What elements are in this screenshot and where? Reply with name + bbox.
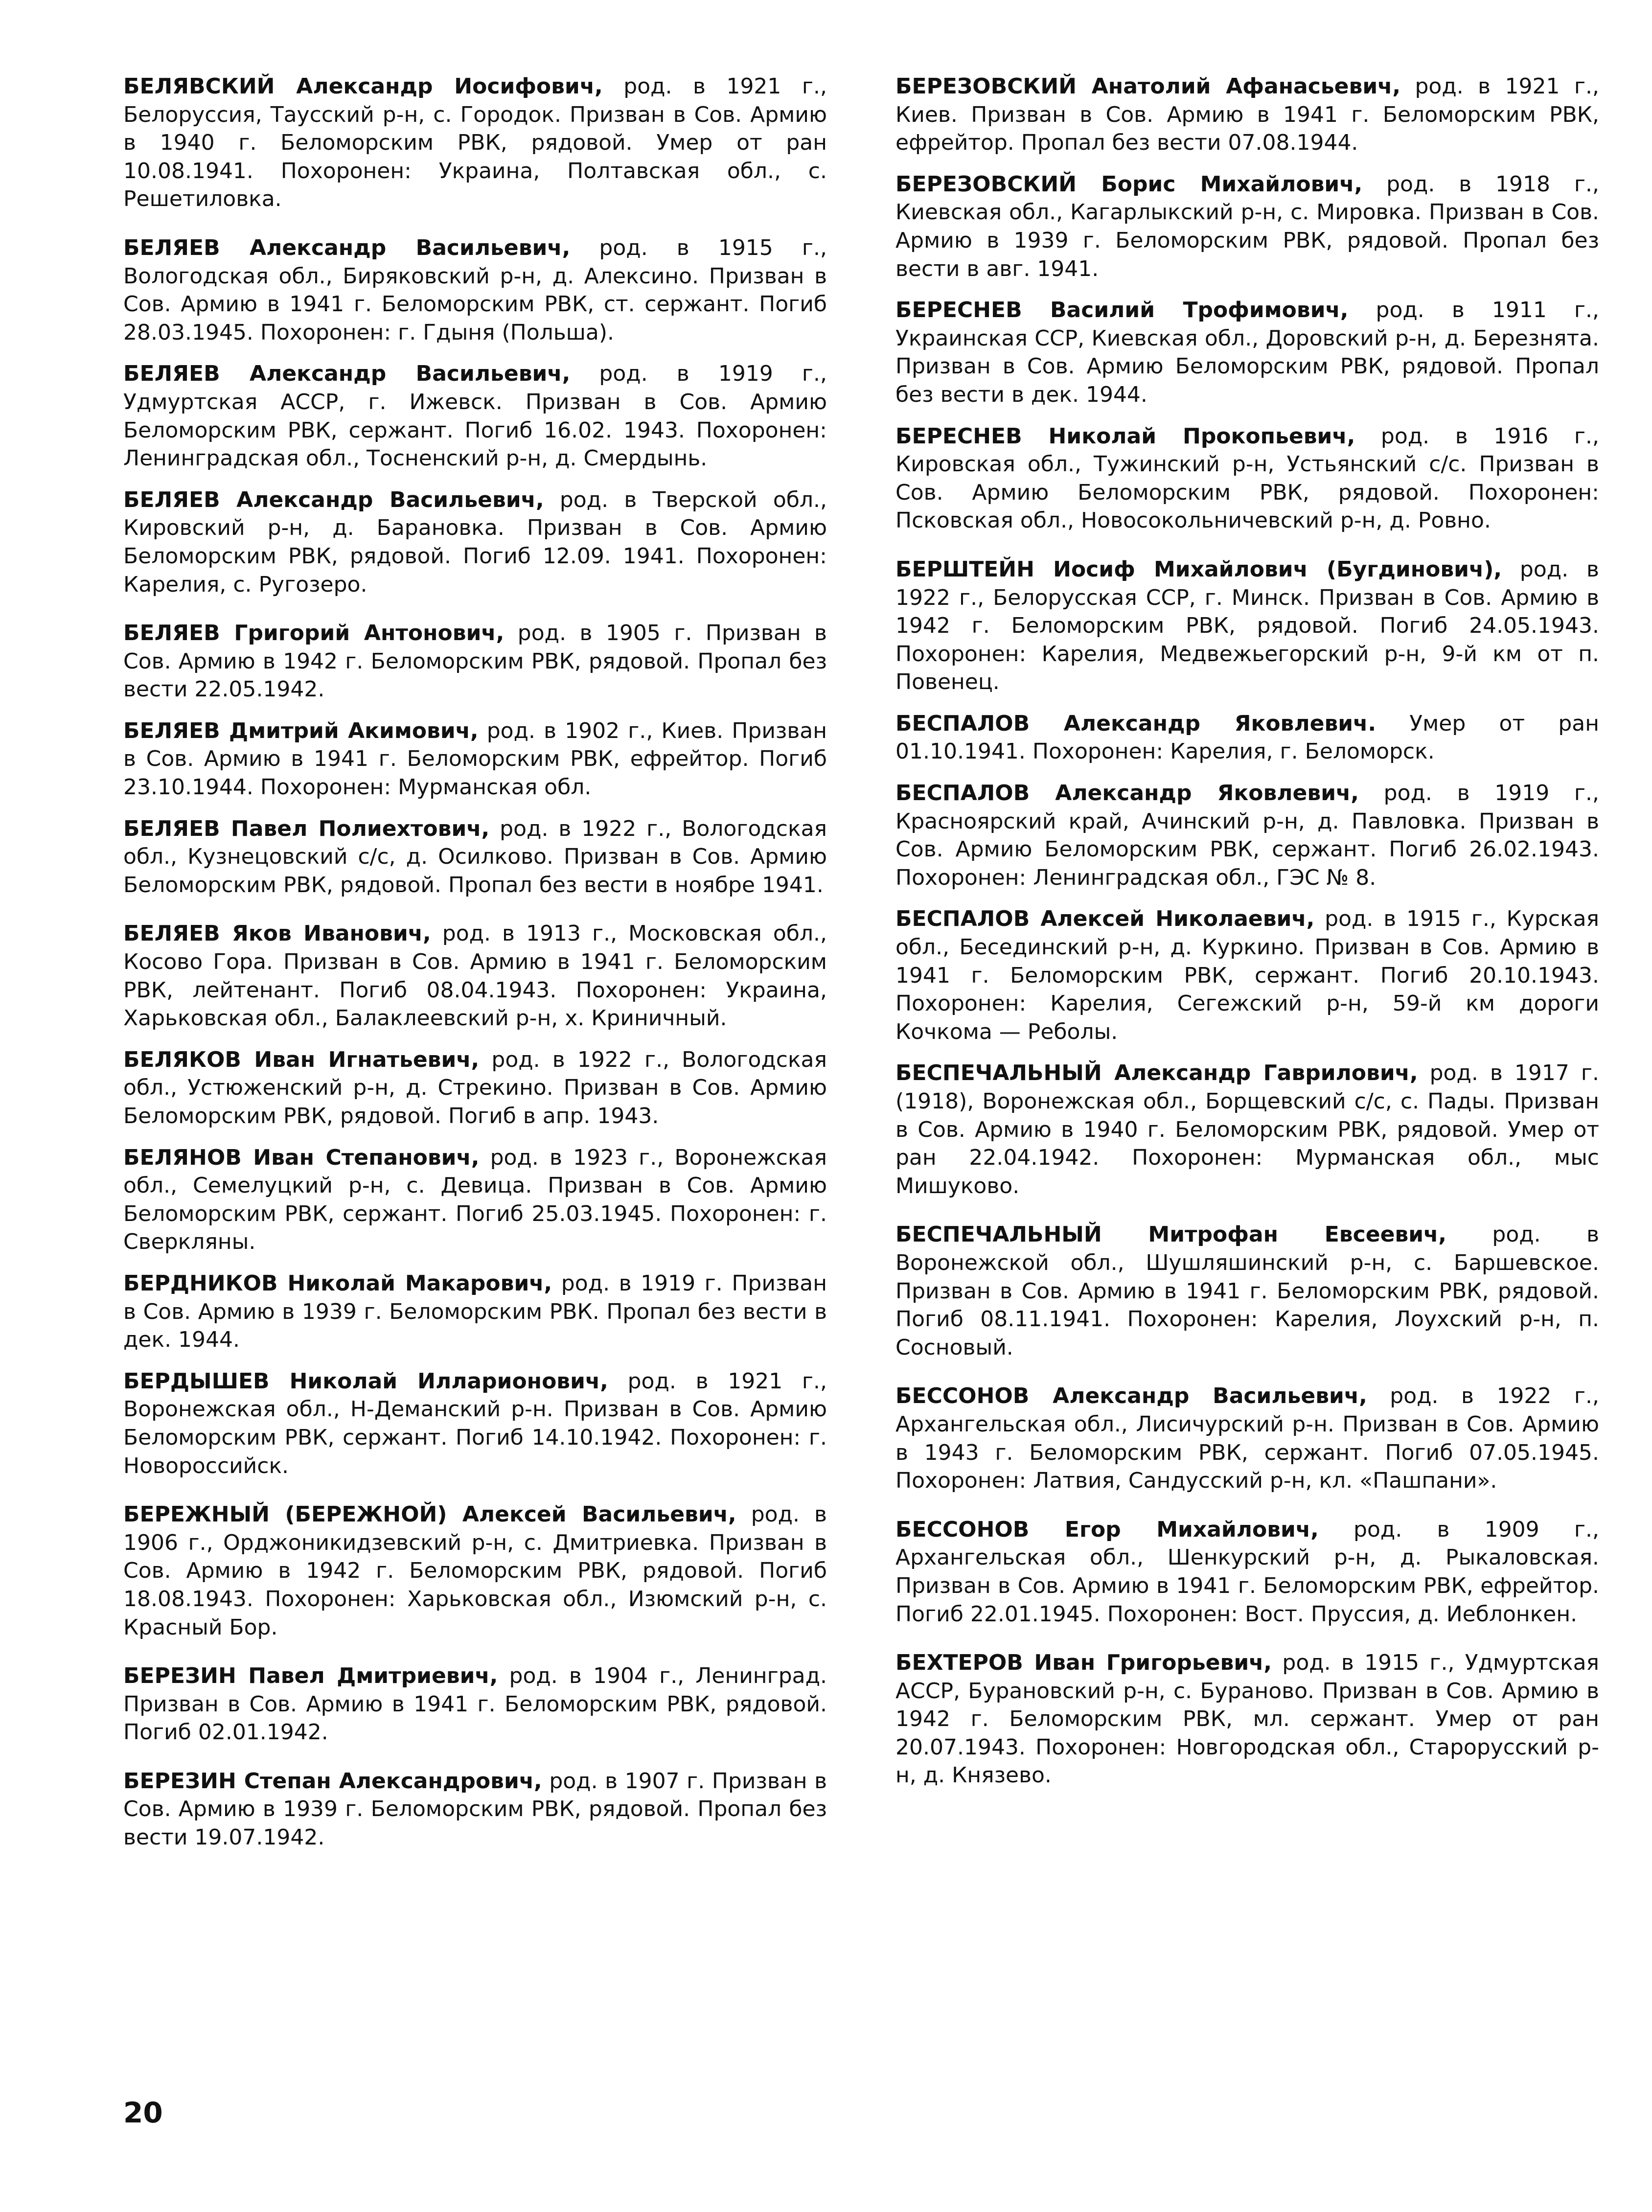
entry-text: род. в 1906 г., Орджоникидзевский р-н, с. Дмитриевка. Призван в Сов. Армию в 1942 г. Беломорским РВК, рядовой. Погиб 18.08.1943. Похоронен: Харьковская обл., Изюмский р-н, с. Красный Бор. [123,1502,827,1640]
entry-text: род. в 1915 г., Курская обл., Бесединский р-н, д. Куркино. Призван в Сов. Армию в 1941 г. Беломорским РВК, сержант. Погиб 20.10.1943. Похоронен: Карелия, Сегежский р-н, 59-й км дороги Кочкома — Реболы. [895,906,1600,1044]
left-column [123,72,827,1865]
entry-name: БЕССОНОВ Александр Васильевич, [895,1383,1367,1409]
entry [123,1144,827,1256]
entry-name: БЕРЕСНЕВ Николай Прокопьевич, [895,423,1355,449]
entry-name: БЕЛЯНОВ Иван Степанович, [123,1145,480,1170]
entry [895,779,1599,892]
entry-text: род. в 1905 г. Призван в Сов. Армию в 1942 г. Беломорским РВК, рядовой. Пропал без вести 22.05.1942. [123,621,827,702]
entry-name: БЕЛЯЕВ Александр Васильевич, [123,487,544,512]
entry [895,1059,1599,1200]
entry-name: БЕЛЯВСКИЙ Александр Иосифович, [123,74,603,99]
entry-text: род. в 1922 г., Белорусская ССР, г. Минск. Призван в Сов. Армию в 1942 г. Беломорским РВК, рядовой. Погиб 24.05.1943. Похоронен: Карелия, Медвежьегорский р-н, 9-й км от п. Повенец. [895,556,1599,695]
entry-name: БЕРЕЗИН Павел Дмитриевич, [123,1663,498,1689]
entry [123,72,827,213]
entry-text: род. в 1919 г., Красноярский край, Ачинский р-н, д. Павловка. Призван в Сов. Армию Беломорским РВК, сержант. Погиб 26.02.1943. Похоронен: Ленинградская обл., ГЭС № 8. [895,781,1599,890]
entry [123,1269,827,1354]
entry [895,905,1599,1046]
entry [123,1662,827,1747]
entry-text: род. в 1921 г., Белоруссия, Таусский р-н, с. Городок. Призван в Сов. Армию в 1940 г. Беломорским РВК, рядовой. Умер от ран 10.08.1941. Похоронен: Украина, Полтавская обл., с. Решетиловка. [123,74,827,212]
entry [895,1649,1599,1790]
entry-name: БЕССОНОВ Егор Михайлович, [895,1517,1319,1542]
entry-name: БЕРЕЗОВСКИЙ Анатолий Афанасьевич, [895,74,1401,99]
right-column [895,72,1599,1803]
entry-name: БЕРШТЕЙН Иосиф Михайлович (Бугдинович), [895,556,1502,582]
entry-text: род. в 1916 г., Кировская обл., Тужинский р-н, Устьянский с/с. Призван в Сов. Армию Беломорским РВК, рядовой. Похоронен: Псковская обл., Новосокольничевский р-н, д. Ровно. [895,423,1599,533]
entry [123,1500,827,1641]
entry-name: БЕЛЯЕВ Дмитрий Акимович, [123,718,479,743]
entry-text: род. в 1918 г., Киевская обл., Кагарлыкский р-н, с. Мировка. Призван в Сов. Армию в 1939 г. Беломорским РВК, рядовой. Пропал без вести в авг. 1941. [895,171,1599,281]
entry [895,296,1599,409]
entry [123,486,827,599]
entry-name: БЕРЕЖНЫЙ (БЕРЕЖНОЙ) Алексей Васильевич, [123,1502,736,1527]
entry-name: БЕЛЯЕВ Яков Иванович, [123,921,431,946]
entry-text: род. в 1922 г., Архангельская обл., Лисичурский р-н. Призван в Сов. Армию в 1943 г. Беломорским РВК, сержант. Погиб 07.05.1945. Похоронен: Латвия, Сандусский р-н, кл. «Пашпани». [895,1383,1599,1494]
entry-text: род. в 1922 г., Вологодская обл., Устюженский р-н, д. Стрекино. Призван в Сов. Армию Беломорским РВК, рядовой. Погиб в апр. 1943. [123,1047,827,1129]
entry-text: род. в 1915 г., Удмуртская АССР, Бурановский р-н, с. Бураново. Призван в Сов. Армию в 1942 г. Беломорским РВК, мл. сержант. Умер от ран 20.07.1943. Похоронен: Новгородская обл., Старорусский р-н, д. Князево. [895,1650,1599,1788]
entry [895,1221,1599,1361]
entry [123,234,827,346]
entry-name: БЕРЕСНЕВ Василий Трофимович, [895,298,1349,323]
entry-text: род. в 1922 г., Вологодская обл., Кузнецовский с/с, д. Осилково. Призван в Сов. Армию Беломорским РВК, рядовой. Пропал без вести в ноябре 1941. [123,816,827,898]
entry-text: род. в 1902 г., Киев. Призван в Сов. Армию в 1941 г. Беломорским РВК, ефрейтор. Погиб 23.10.1944. Похоронен: Мурманская обл. [123,718,827,800]
entry-name: БЕРЕЗИН Степан Александрович, [123,1768,542,1794]
entry-name: БЕСПЕЧАЛЬНЫЙ Александр Гаврилович, [895,1060,1418,1086]
entry [123,619,827,704]
entry-name: БЕХТЕРОВ Иван Григорьевич, [895,1650,1272,1676]
entry-name: БЕСПАЛОВ Александр Яковлевич. [895,711,1377,736]
entry-text: род. в 1907 г. Призван в Сов. Армию в 1939 г. Беломорским РВК, рядовой. Пропал без вести 19.07.1942. [123,1768,827,1850]
entry [123,920,827,1032]
entry-name: БЕЛЯЕВ Александр Васильевич, [123,235,571,260]
entry-text: род. в 1911 г., Украинская ССР, Киевская обл., Доровский р-н, д. Березнята. Призван в Сов. Армию Беломорским РВК, рядовой. Пропал без вести в дек. 1944. [895,298,1599,407]
entry [123,815,827,899]
entry-name: БЕРДЫШЕВ Николай Илларионович, [123,1368,608,1394]
entry [123,1767,827,1852]
entry-text: род. в 1917 г. (1918), Воронежская обл., Борщевский с/с, с. Пады. Призван в Сов. Армию в 1940 г. Беломорским РВК, рядовой. Умер от ран 22.04.1942. Похоронен: Мурманская обл., мыс Мишуково. [895,1060,1599,1198]
entry-text: род. в 1919 г. Призван в Сов. Армию в 1939 г. Беломорским РВК. Пропал без вести в дек. 1944. [123,1270,827,1353]
entry-text: род. в 1919 г., Удмуртская АССР, г. Ижевск. Призван в Сов. Армию Беломорским РВК, сержант. Погиб 16.02. 1943. Похоронен: Ленинградская обл., Тосненский р-н, д. Смердынь. [123,361,827,471]
entry-name: БЕСПАЛОВ Алексей Николаевич, [895,906,1315,932]
entry [123,717,827,802]
entry [895,170,1599,283]
entry [895,72,1599,157]
entry-name: БЕСПЕЧАЛЬНЫЙ Митрофан Евсеевич, [895,1222,1447,1247]
entry-name: БЕЛЯКОВ Иван Игнатьевич, [123,1047,480,1072]
entry-name: БЕЛЯЕВ Григорий Антонович, [123,621,505,646]
entry [895,1382,1599,1495]
entry-text: род. в 1909 г., Архангельская обл., Шенкурский р-н, д. Рыкаловская. Призван в Сов. Армию в 1941 г. Беломорским РВК, ефрейтор. Погиб 22.01.1945. Похоронен: Вост. Пруссия, д. Иеблонкен. [895,1517,1599,1627]
entry-text: род. в 1921 г., Киев. Призван в Сов. Армию в 1941 г. Беломорским РВК, ефрейтор. Пропал без вести 07.08.1944. [895,74,1599,156]
entry-name: БЕСПАЛОВ Александр Яковлевич, [895,781,1359,806]
page-number: 20 [123,2096,163,2129]
entry [123,1046,827,1130]
entry-text: род. в 1921 г., Воронежская обл., Н-Деманский р-н. Призван в Сов. Армию Беломорским РВК, сержант. Погиб 14.10.1942. Похоронен: г. Новороссийск. [123,1368,827,1478]
entry-name: БЕРЕЗОВСКИЙ Борис Михайлович, [895,171,1363,197]
entry-text: род. в Воронежской обл., Шушляшинский р-н, с. Баршевское. Призван в Сов. Армию в 1941 г. Беломорским РВК, рядовой. Погиб 08.11.1941. Похоронен: Карелия, Лоухский р-н, п. Сосновый. [895,1222,1599,1360]
entry-text: род. в Тверской обл., Кировский р-н, д. Барановка. Призван в Сов. Армию Беломорским РВК, рядовой. Погиб 12.09. 1941. Похоронен: Карелия, с. Ругозеро. [123,487,827,597]
entry-name: БЕЛЯЕВ Александр Васильевич, [123,361,571,387]
entry [895,422,1599,535]
entry-name: БЕРДНИКОВ Николай Макарович, [123,1270,552,1296]
entry-text: Умер от ран 01.10.1941. Похоронен: Карелия, г. Беломорск. [895,711,1599,764]
entry-text: род. в 1915 г., Вологодская обл., Биряковский р-н, д. Алексино. Призван в Сов. Армию в 1941 г. Беломорским РВК, ст. сержант. Погиб 28.03.1945. Похоронен: г. Гдыня (Польша). [123,235,827,345]
entry [123,1367,827,1480]
entry-text: род. в 1923 г., Воронежская обл., Семелуцкий р-н, с. Девица. Призван в Сов. Армию Беломорским РВК, сержант. Погиб 25.03.1945. Похоронен: г. Сверкляны. [123,1145,827,1255]
entry-name: БЕЛЯЕВ Павел Полиехтович, [123,816,490,841]
entry-text: род. в 1904 г., Ленинград. Призван в Сов. Армию в 1941 г. Беломорским РВК, рядовой. Погиб 02.01.1942. [123,1663,827,1745]
entry [895,555,1599,696]
entry [895,710,1599,766]
entry-text: род. в 1913 г., Московская обл., Косово Гора. Призван в Сов. Армию в 1941 г. Беломорским РВК, лейтенант. Погиб 08.04.1943. Похоронен: Украина, Харьковская обл., Балаклеевский р-н, х. Криничный. [123,921,827,1031]
entry [123,360,827,472]
entry [895,1516,1599,1628]
